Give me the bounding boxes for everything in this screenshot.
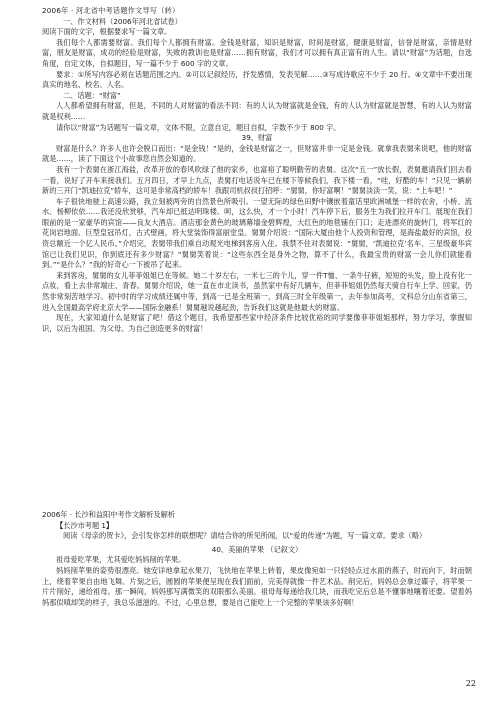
exam-subheading [42,521,472,532]
section-title: 2006年 · 河北省中考话题作文导写（转） [42,6,180,15]
topic-paragraph: 人人都希望拥有财富，但是，不同的人对财富的看法不同：有的人认为财富就是金钱，有的人认为财富就是智慧，有的人认为财富就是权利…… [42,101,472,121]
exam-prompt: 阅读《母亲的贺卡》，会引发你怎样的联想呢？请结合你的所见所闻，以“爱的传递”为题，写一篇文章。要求（略） [63,531,427,541]
page-number: 22 [465,679,476,688]
essay-paragraph: 妈妈削苹果的姿势很漂亮。她安详地拿起水果刀，飞快地在苹果上转着，果皮像宛如一只轻轻点过水面的燕子，时而向下，时而朝上，绕着苹果自由地飞舞。片刻之后，圆圆的苹果便呈现在我们面前，完美得就像一件艺术品。削完后，妈妈总会拿过碟子，将苹果一片片削好，递给祖母。那一瞬间，妈妈那写满微笑的双眼那么美丽。祖母每每递给我几块，而我吃完后总是不懂事地嚷着还要。望着妈妈那似嗔却笑的样子，我总乐滋滋的。不过，心里总想，要是自己能吃上一个完整的苹果该多好啊！ [42,565,472,607]
section-changsha [42,510,472,608]
right-bracket-icon: 】 [106,520,114,530]
essay-paragraph: 车子很快地驶上高速公路，我立刻被两旁的自然景色所吸引。一望无际的绿色田野中镶嵌着童话里欧洲城堡一样的农舍，小桥、流水、杨柳依依……我还没欣赏够，汽车却已抵达明珠楼。呵，这么快，才一个小时！汽车停下后，服务生为我们拉开车门。展现在我们眼前的是一家豪华的宾馆——良友大酒店。酒店那金黄色的玻璃幕墙金碧辉煌，大红色的地毯铺在门口；走进漂亮的旋转门，将军红的花岗岩地面、巨型皇冠吊灯，古式壁画，将大堂装饰得富丽堂皇。舅舅介绍说：“国际大厦由他个人投资和管理，是海盐最好的宾馆，投资总额近一个亿人民币。”介绍完，表舅带我们乘自动观光电梯到客房入住。我禁不住对表舅说：“舅舅，‘凯迪拉克’名车、三星级豪华宾馆已让我们见识，你到底还有多少财富？”舅舅笑着说：“这些东西全是身外之物，算不了什么，我最宝贵的财富一会儿你们就能看到。”“是什么？”我的好奇心一下被吊了起来。 [42,196,472,270]
section-hebei [42,6,472,334]
intro-text: 阅读下面的文字，根据要求写一篇文章。 [42,27,172,37]
essay-paragraph: 我有一个表舅在浙江海盐，改革开放的春风吹绿了他的家乡，也富裕了聪明勤劳的表舅。这次“五一”放长假，表舅邀请我们回去看一看，说好了开车来接我们。五月四日，才早上九点，表舅打电话说车已在楼下等候我们，我下楼一看，“哇，好酷的车！”只见一辆崭新的三开门“凯迪拉克”轿车，这可是非常高档的轿车！我跟司机叔叔打招呼：“舅舅，你好富啊！”舅舅淡淡一笑，说：“上车吧！” [42,164,472,196]
essay-paragraph: 现在，大家知道什么是财富了吧！借这个题目，我希望那些家中经济条件比较优裕的同学要像菲菲姐姐那样，努力学习，掌握知识，以后为祖国、为父母、为自己创造更多的财富！ [42,313,472,333]
material-paragraph: 我们每个人都需要财富。我们每个人都拥有财富。金钱是财富，知识是财富，时间是财富，健康是财富，信誉是财富，亲情是财富，朋友是财富，成功的经验是财富，失败的教训也是财富……拥有财富，我们才可以拥有真正富有的人生。请以“财富”为话题，自选角度，自定文体，自拟题目，写一篇不少于 600 字的文章。 [42,37,472,68]
essay-paragraph: 来到客房，舅舅的女儿菲菲姐姐已在等候。她二十岁左右，一米七三的个儿，穿一件T恤、一条牛仔裤，短短的头发，脸上没有化一点妆，看上去非常端庄、青春。舅舅介绍说，她一直在市北读书，虽然家中有好几辆车，但菲菲姐姐仍然每天骑自行车上学、回家，仍然非常刻苦地学习。初中时的学习成绩还属中等，到高一已是全班第一，到高三时全年级第一，去年参加高考，文科总分山东省第三，进入全国最高学府北京大学——国际金融系！舅舅越说越起劲，告诉我们这就是他最大的财富。 [42,270,472,312]
essay-paragraph: 财富是什么？许多人也许会脱口而出：“是金钱！”是的，金钱是财富之一，但财富并非一定是金钱。就拿我表舅来说吧，他的财富就是……，读了下面这个小故事您自然会知道的。 [42,143,472,164]
left-bracket-icon: 【 [56,520,64,530]
essay-title: 40、美丽的苹果 （记叙文） [211,544,303,554]
essay-paragraph: 祖母爱吃苹果，尤其爱吃妈妈削的苹果。 [56,555,186,565]
topic-heading: 二、话题：“财富” [63,90,121,100]
requirements-paragraph: 要求：①所写内容必须在话题范围之内。②可以记叙经历，抒发感情，发表见解……③写成诗歌应不少于 20 行。④文章中不要出现真实的地名、校名、人名。 [42,69,472,90]
essay-title: 39、财富 [241,133,273,143]
section-heading: 一、作文材料（2006年河北省试卷） [63,16,182,26]
topic-paragraph: 请你以“财富”为话题写一篇文章，文体不限，立意自定，题目自拟，字数不少于 800 字。 [56,122,341,132]
exam-subheading-label: 长沙市考题 1 [63,520,106,530]
section-title: 2006年 · 长沙和益阳中考作文解析及解析 [42,510,175,519]
